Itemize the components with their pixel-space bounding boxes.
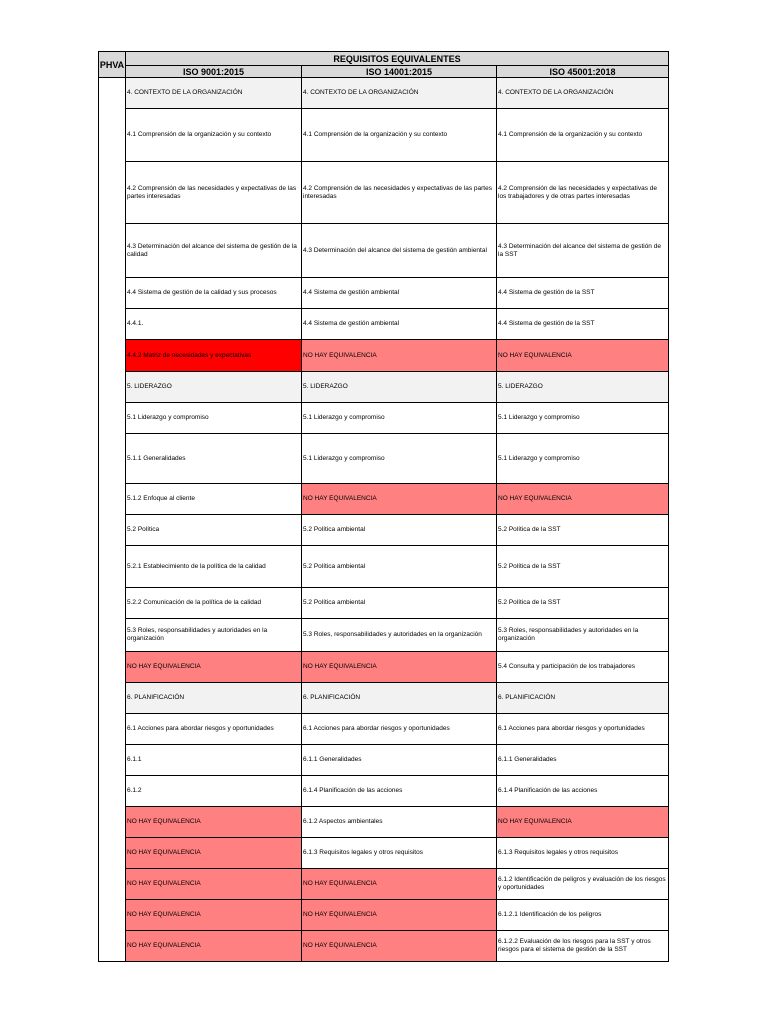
iso-45001-cell: 6.1.2.1 Identificación de los peligros	[497, 900, 669, 931]
iso-14001-cell: 5.2 Política ambiental	[302, 515, 497, 546]
iso-9001-cell: 4.2 Comprensión de las necesidades y expectativas de las partes interesadas	[126, 162, 302, 224]
iso-45001-cell: 4.2 Comprensión de las necesidades y expectativas de los trabajadores y de otras partes interesadas	[497, 162, 669, 224]
iso-14001-cell: 6.1 Acciones para abordar riesgos y oportunidades	[302, 714, 497, 745]
iso-14001-cell: NO HAY EQUIVALENCIA	[302, 931, 497, 962]
iso-9001-cell: NO HAY EQUIVALENCIA	[126, 652, 302, 683]
iso-45001-cell: NO HAY EQUIVALENCIA	[497, 340, 669, 372]
iso-9001-cell: 5.3 Roles, responsabilidades y autoridades en la organización	[126, 619, 302, 652]
iso-9001-cell: 5.2.2 Comunicación de la política de la calidad	[126, 588, 302, 619]
iso-9001-cell: NO HAY EQUIVALENCIA	[126, 838, 302, 869]
iso-14001-cell: NO HAY EQUIVALENCIA	[302, 340, 497, 372]
iso-45001-cell: 4.3 Determinación del alcance del sistema de gestión de la SST	[497, 224, 669, 278]
iso-45001-cell: 4.4 Sistema de gestión de la SST	[497, 278, 669, 309]
iso-45001-cell: 5.2 Política de la SST	[497, 588, 669, 619]
table-row	[99, 838, 669, 869]
iso-14001-cell: 4.1 Comprensión de la organización y su contexto	[302, 109, 497, 162]
iso-14001-cell: 4.3 Determinación del alcance del sistema de gestión ambiental	[302, 224, 497, 278]
iso-14001-cell: 6.1.2 Aspectos ambientales	[302, 807, 497, 838]
iso-14001-cell: 6.1.1 Generalidades	[302, 745, 497, 776]
table-row	[99, 78, 669, 109]
table-row	[99, 162, 669, 224]
iso-45001-cell: 5.3 Roles, responsabilidades y autoridades en la organización	[497, 619, 669, 652]
iso-9001-cell: 4.4.1.	[126, 309, 302, 340]
iso-45001-cell: 6.1.4 Planificación de las acciones	[497, 776, 669, 807]
table-row	[99, 434, 669, 484]
iso-45001-cell: 6.1.3 Requisitos legales y otros requisitos	[497, 838, 669, 869]
phva-header: PHVA	[99, 52, 126, 78]
iso-9001-cell: 6.1 Acciones para abordar riesgos y oportunidades	[126, 714, 302, 745]
iso-45001-cell: NO HAY EQUIVALENCIA	[497, 484, 669, 515]
iso-45001-cell: 4.1 Comprensión de la organización y su contexto	[497, 109, 669, 162]
iso-14001-cell: 5.3 Roles, responsabilidades y autoridades en la organización	[302, 619, 497, 652]
iso-45001-cell: 5.4 Consulta y participación de los trabajadores	[497, 652, 669, 683]
iso-9001-cell: 4.4 Sistema de gestión de la calidad y sus procesos	[126, 278, 302, 309]
header-row-group	[99, 52, 669, 66]
iso-9001-cell: NO HAY EQUIVALENCIA	[126, 900, 302, 931]
equivalent-requirements-header: REQUISITOS EQUIVALENTES	[126, 52, 669, 66]
table-row	[99, 619, 669, 652]
table-row	[99, 278, 669, 309]
table-row	[99, 484, 669, 515]
iso-45001-cell: 6.1.1 Generalidades	[497, 745, 669, 776]
iso-14001-cell: 4.4 Sistema de gestión ambiental	[302, 278, 497, 309]
table-row	[99, 900, 669, 931]
iso-14001-cell: 5.1 Liderazgo y compromiso	[302, 434, 497, 484]
table-row	[99, 776, 669, 807]
iso-14001-cell: 6.1.4 Planificación de las acciones	[302, 776, 497, 807]
iso-9001-cell: 5.2.1 Establecimiento de la política de la calidad	[126, 546, 302, 588]
iso-45001-cell: 5.2 Política de la SST	[497, 546, 669, 588]
iso-14001-cell: 4.4 Sistema de gestión ambiental	[302, 309, 497, 340]
iso-45001-header: ISO 45001:2018	[497, 66, 669, 78]
table-row	[99, 652, 669, 683]
table-row	[99, 372, 669, 403]
requirements-table	[98, 51, 669, 962]
iso-45001-cell: 6. PLANIFICACIÓN	[497, 683, 669, 714]
iso-14001-cell: NO HAY EQUIVALENCIA	[302, 900, 497, 931]
iso-14001-cell: NO HAY EQUIVALENCIA	[302, 484, 497, 515]
iso-9001-cell: NO HAY EQUIVALENCIA	[126, 807, 302, 838]
iso-14001-cell: 5. LIDERAZGO	[302, 372, 497, 403]
iso-9001-cell: 6.1.1	[126, 745, 302, 776]
table-row	[99, 515, 669, 546]
iso-45001-cell: 4. CONTEXTO DE LA ORGANIZACIÓN	[497, 78, 669, 109]
iso-9001-cell: 5.1.1 Generalidades	[126, 434, 302, 484]
table-row	[99, 931, 669, 962]
table-row	[99, 869, 669, 900]
iso-14001-cell: 5.2 Política ambiental	[302, 588, 497, 619]
table-row	[99, 224, 669, 278]
table-row	[99, 745, 669, 776]
table-row	[99, 683, 669, 714]
iso-45001-cell: 6.1.2 Identificación de peligros y evaluación de los riesgos y oportunidades	[497, 869, 669, 900]
iso-9001-cell: NO HAY EQUIVALENCIA	[126, 869, 302, 900]
iso-9001-cell: 5. LIDERAZGO	[126, 372, 302, 403]
table-row	[99, 807, 669, 838]
iso-45001-cell: 5.2 Política de la SST	[497, 515, 669, 546]
iso-14001-cell: NO HAY EQUIVALENCIA	[302, 652, 497, 683]
iso-14001-cell: 5.2 Política ambiental	[302, 546, 497, 588]
iso-45001-cell: 4.4 Sistema de gestión de la SST	[497, 309, 669, 340]
table-row	[99, 546, 669, 588]
iso-45001-cell: 5.1 Liderazgo y compromiso	[497, 403, 669, 434]
iso-9001-cell: 4.4.2 Matriz de necesidades y expectativas	[126, 340, 302, 372]
table-row	[99, 109, 669, 162]
iso-9001-cell: 4.3 Determinación del alcance del sistema de gestión de la calidad	[126, 224, 302, 278]
iso-14001-cell: 5.1 Liderazgo y compromiso	[302, 403, 497, 434]
iso-45001-cell: NO HAY EQUIVALENCIA	[497, 807, 669, 838]
iso-9001-cell: NO HAY EQUIVALENCIA	[126, 931, 302, 962]
header-row-standards	[99, 66, 669, 78]
phase-label-cell	[99, 78, 126, 962]
iso-14001-cell: 4. CONTEXTO DE LA ORGANIZACIÓN	[302, 78, 497, 109]
iso-45001-cell: 6.1 Acciones para abordar riesgos y oportunidades	[497, 714, 669, 745]
iso-9001-cell: 6. PLANIFICACIÓN	[126, 683, 302, 714]
table-row	[99, 403, 669, 434]
table-row	[99, 309, 669, 340]
iso-9001-cell: 5.1.2 Enfoque al cliente	[126, 484, 302, 515]
iso-9001-cell: 4.1 Comprensión de la organización y su contexto	[126, 109, 302, 162]
iso-9001-cell: 6.1.2	[126, 776, 302, 807]
iso-14001-cell: 4.2 Comprensión de las necesidades y expectativas de las partes interesadas	[302, 162, 497, 224]
table-row	[99, 340, 669, 372]
table-row	[99, 714, 669, 745]
iso-45001-cell: 5. LIDERAZGO	[497, 372, 669, 403]
iso-9001-cell: 4. CONTEXTO DE LA ORGANIZACIÓN	[126, 78, 302, 109]
requirements-body	[99, 52, 669, 962]
iso-9001-header: ISO 9001:2015	[126, 66, 302, 78]
iso-14001-cell: 6. PLANIFICACIÓN	[302, 683, 497, 714]
table-row	[99, 588, 669, 619]
iso-9001-cell: 5.2 Política	[126, 515, 302, 546]
iso-9001-cell: 5.1 Liderazgo y compromiso	[126, 403, 302, 434]
iso-14001-header: ISO 14001:2015	[302, 66, 497, 78]
iso-14001-cell: NO HAY EQUIVALENCIA	[302, 869, 497, 900]
iso-14001-cell: 6.1.3 Requisitos legales y otros requisitos	[302, 838, 497, 869]
iso-45001-cell: 6.1.2.2 Evaluación de los riesgos para la SST y otros riesgos para el sistema de gestión de la SST	[497, 931, 669, 962]
iso-45001-cell: 5.1 Liderazgo y compromiso	[497, 434, 669, 484]
